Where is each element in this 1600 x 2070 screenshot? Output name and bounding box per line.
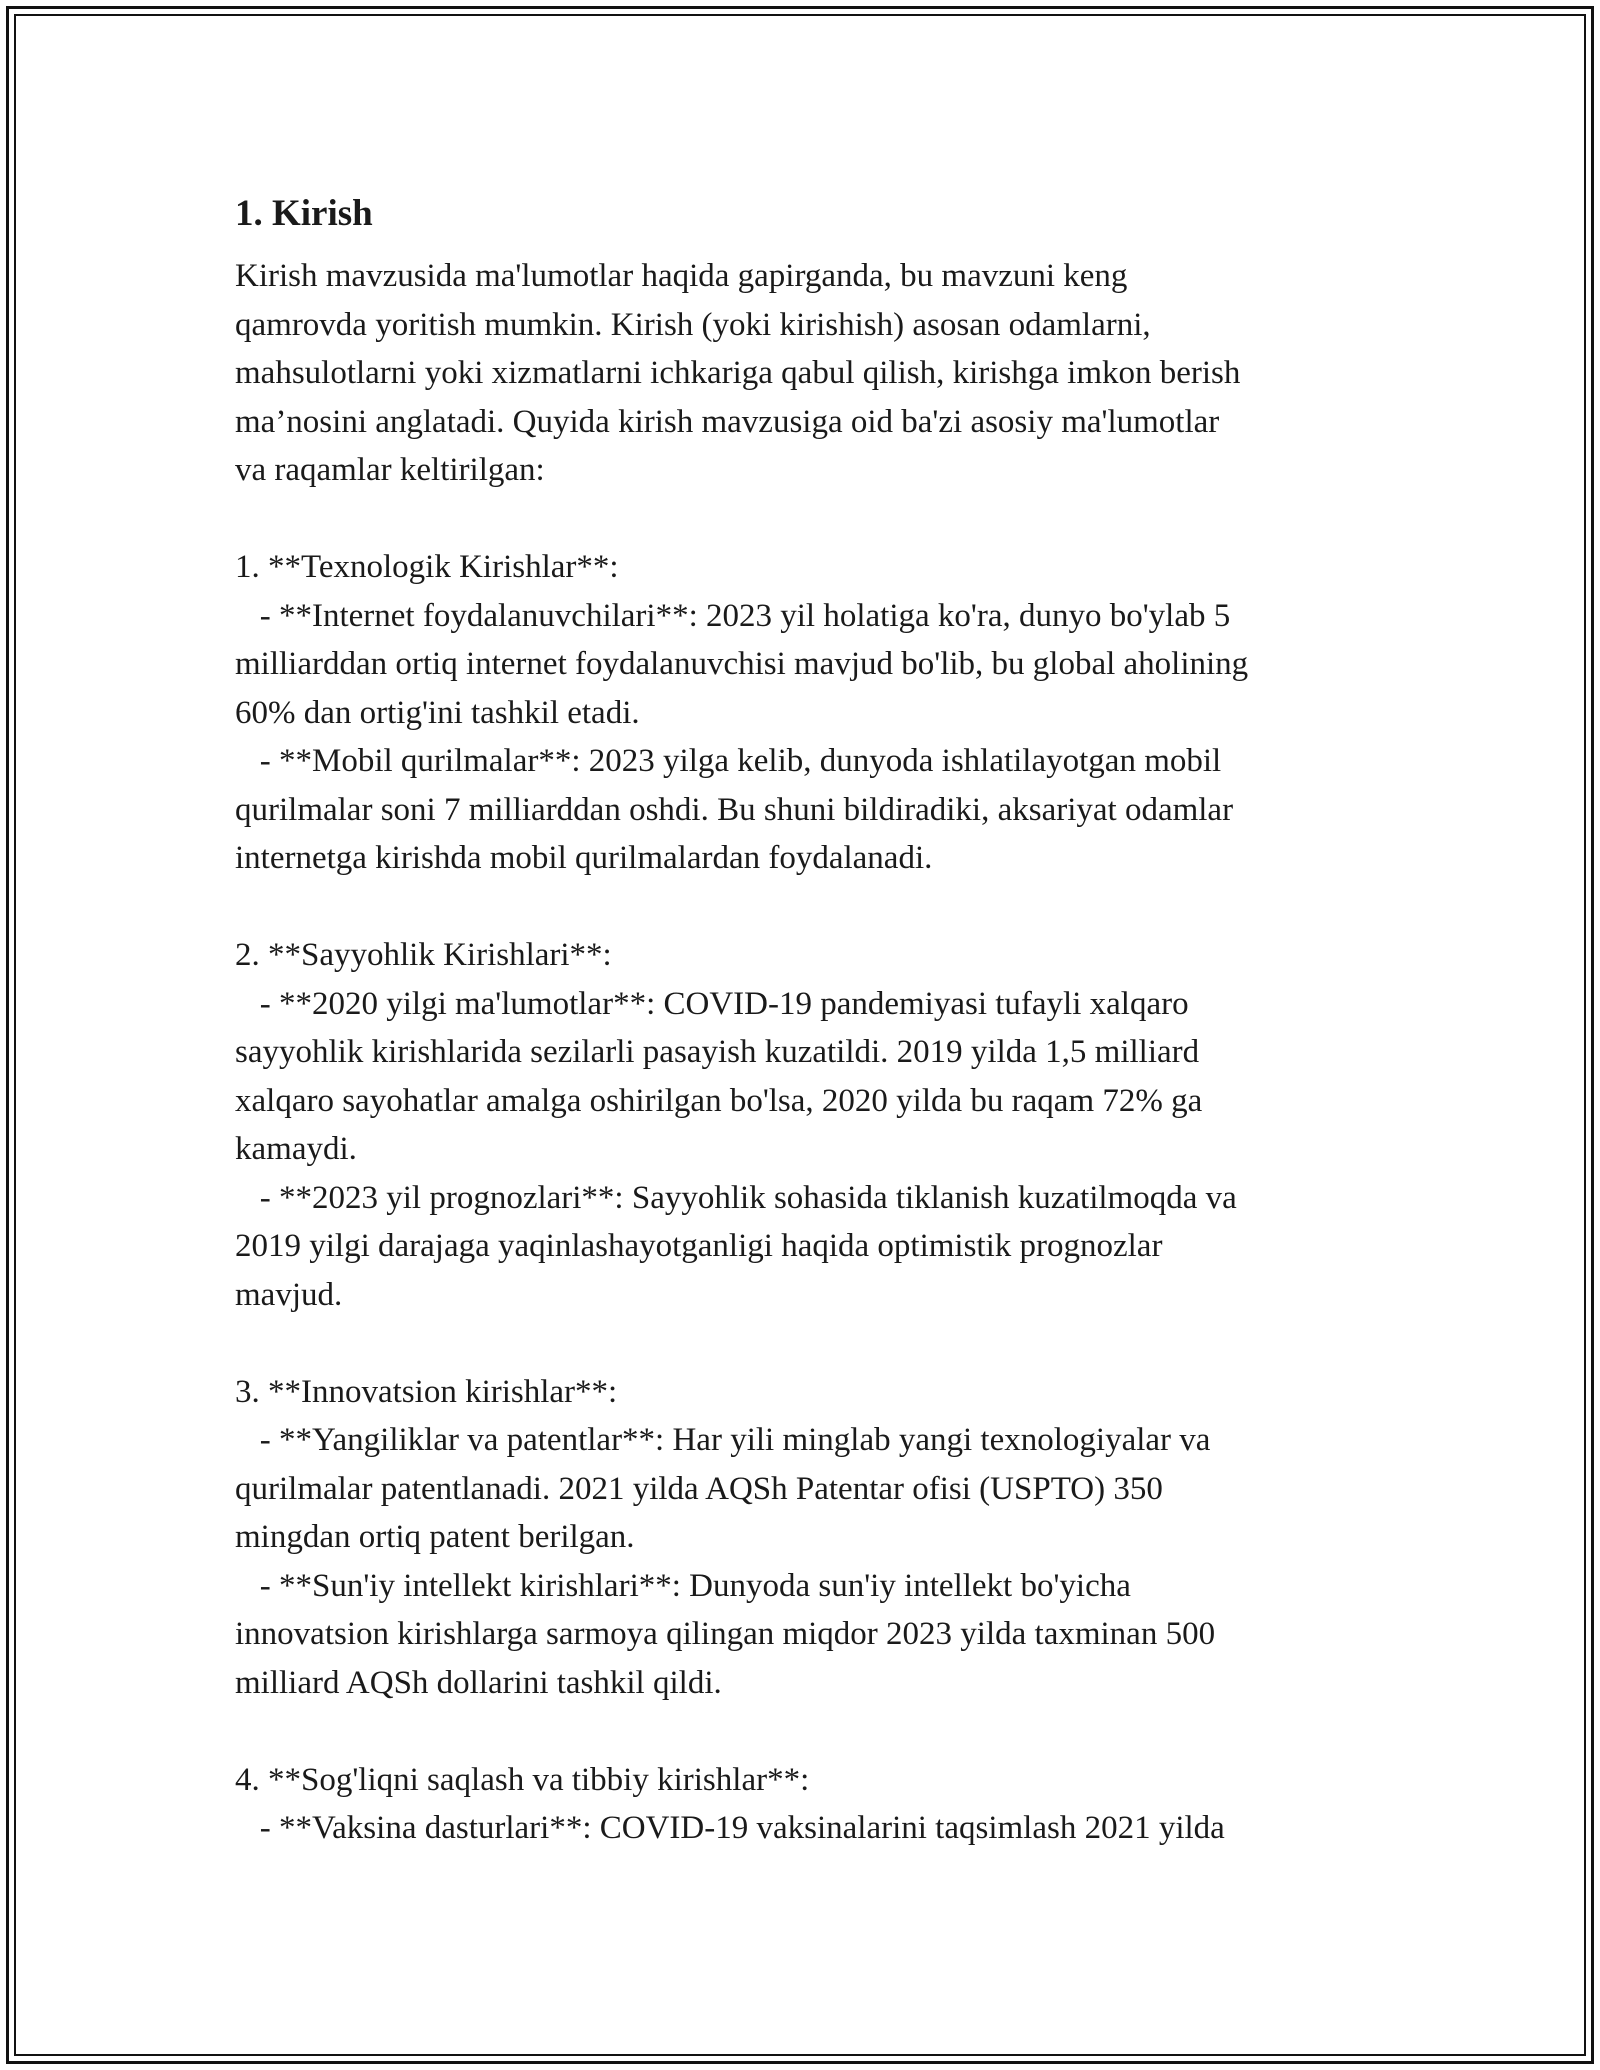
body-text: Kirish mavzusida ma'lumotlar haqida gapirganda, bu mavzuni keng qamrovda yoritish mumkin. Kirish (yoki kirishish) asosan odamlarni, mahsulotlarni yoki xizmatlarni ichkariga qabul qilish, kirishga imkon berish ma’nosini anglatadi. Quyida kirish mavzusiga oid ba'zi asosiy ma'lumotlar va raqamlar keltirilgan: 1. **Texnologik Kirishlar**: - **Internet foydalanuvchilari**: 2023 yil holatiga ko'ra, dunyo bo'ylab 5 milliarddan ortiq internet foydalanuvchisi mavjud bo'lib, bu global aholining 60% dan ortig'ini tashkil etadi. - **Mobil qurilmalar**: 2023 yilga kelib, dunyoda ishlatilayotgan mobil qurilmalar soni 7 milliarddan oshdi. Bu shuni bildiradiki, aksariyat odamlar internetga kirishda mobil qurilmalardan foydalanadi. 2. **Sayyohlik Kirishlari**: - **2020 yilgi ma'lumotlar**: COVID-19 pandemiyasi tufayli xalqaro sayyohlik kirishlarida sezilarli pasayish kuzatildi. 2019 yilda 1,5 milliard xalqaro sayohatlar amalga oshirilgan bo'lsa, 2020 yilda bu raqam 72% ga kamaydi. - **2023 yil prognozlari**: Sayyohlik sohasida tiklanish kuzatilmoqda va 2019 yilgi darajaga yaqinlashayotganligi haqida optimistik prognozlar mavjud. 3. **Innovatsion kirishlar**: - **Yangiliklar va patentlar**: Har yili minglab yangi texnologiyalar va qurilmalar patentlanadi. 2021 yilda AQSh Patentar ofisi (USPTO) 350 mingdan ortiq patent berilgan. - **Sun'iy intellekt kirishlari**: Dunyoda sun'iy intellekt bo'yicha innovatsion kirishlarga sarmoya qilingan miqdor 2023 yilda taxminan 500 milliard AQSh dollarini tashkil qildi. 4. **Sog'liqni saqlash va tibbiy kirishlar**: - **Vaksina dasturlari**: COVID-19 vaksinalarini taqsimlash 2021 yilda [235, 258, 1249, 1846]
section-heading: 1. Kirish [235, 193, 373, 234]
document-content [235, 186, 1385, 1853]
